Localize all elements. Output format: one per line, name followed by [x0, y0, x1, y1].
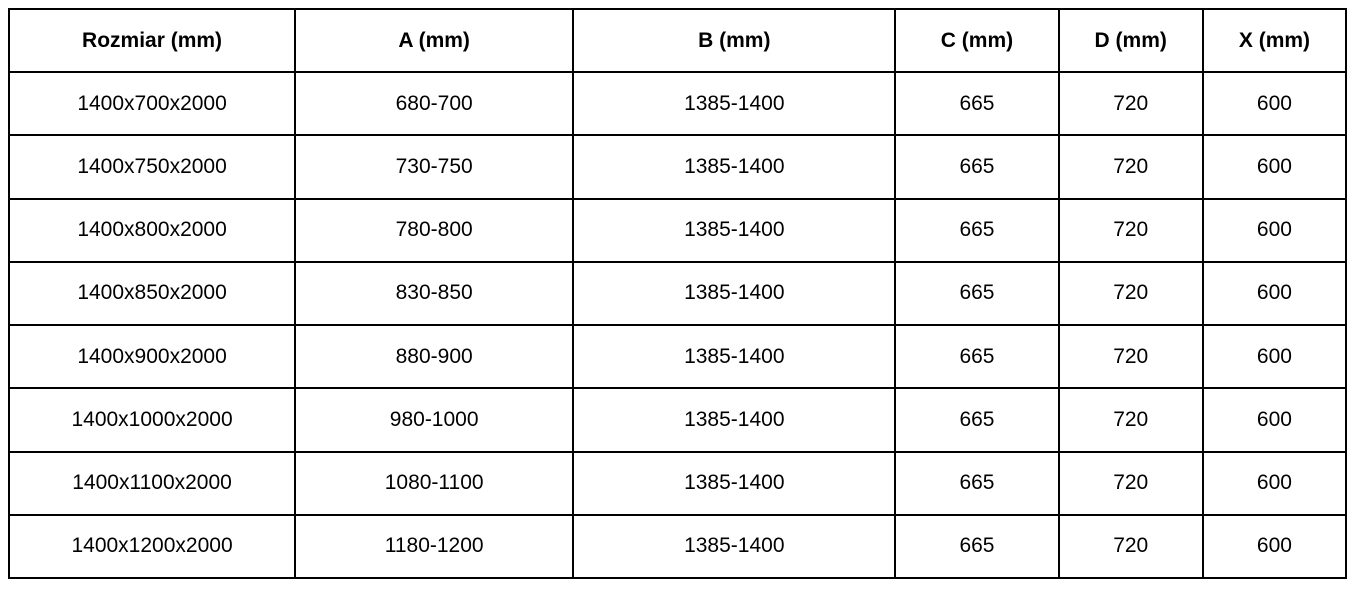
- table-cell: 780-800: [295, 199, 573, 262]
- header-cell: B (mm): [573, 9, 895, 72]
- size-specification-table: [8, 8, 1347, 579]
- table-cell: 1400x1000x2000: [9, 388, 295, 451]
- table-cell: 1400x850x2000: [9, 262, 295, 325]
- table-row: [9, 135, 1346, 198]
- table-row: [9, 325, 1346, 388]
- table-cell: 665: [895, 452, 1058, 515]
- table-cell: 600: [1203, 452, 1346, 515]
- table-cell: 1385-1400: [573, 325, 895, 388]
- table-cell: 720: [1059, 515, 1203, 578]
- table-cell: 720: [1059, 388, 1203, 451]
- table-cell: 1080-1100: [295, 452, 573, 515]
- table-cell: 720: [1059, 325, 1203, 388]
- header-row: [9, 9, 1346, 72]
- table-cell: 665: [895, 199, 1058, 262]
- table-cell: 665: [895, 325, 1058, 388]
- table-cell: 1400x1200x2000: [9, 515, 295, 578]
- table-cell: 1400x900x2000: [9, 325, 295, 388]
- header-cell: C (mm): [895, 9, 1058, 72]
- table-cell: 665: [895, 262, 1058, 325]
- table-cell: 880-900: [295, 325, 573, 388]
- table-cell: 600: [1203, 199, 1346, 262]
- table-row: [9, 388, 1346, 451]
- table-cell: 830-850: [295, 262, 573, 325]
- table-row: [9, 452, 1346, 515]
- header-cell: A (mm): [295, 9, 573, 72]
- table-row: [9, 262, 1346, 325]
- table-cell: 1400x700x2000: [9, 72, 295, 135]
- table-cell: 600: [1203, 135, 1346, 198]
- table-cell: 1400x750x2000: [9, 135, 295, 198]
- table-cell: 720: [1059, 72, 1203, 135]
- table-cell: 1180-1200: [295, 515, 573, 578]
- table-cell: 600: [1203, 72, 1346, 135]
- table-cell: 720: [1059, 135, 1203, 198]
- table-cell: 600: [1203, 325, 1346, 388]
- table-cell: 665: [895, 72, 1058, 135]
- table-cell: 600: [1203, 388, 1346, 451]
- table-row: [9, 72, 1346, 135]
- table-cell: 1400x800x2000: [9, 199, 295, 262]
- table-cell: 720: [1059, 452, 1203, 515]
- header-cell: Rozmiar (mm): [9, 9, 295, 72]
- table-cell: 1385-1400: [573, 452, 895, 515]
- table-cell: 665: [895, 515, 1058, 578]
- table-cell: 980-1000: [295, 388, 573, 451]
- table-cell: 1385-1400: [573, 262, 895, 325]
- table-cell: 1385-1400: [573, 135, 895, 198]
- table-cell: 600: [1203, 262, 1346, 325]
- table-cell: 600: [1203, 515, 1346, 578]
- header-cell: X (mm): [1203, 9, 1346, 72]
- table-cell: 730-750: [295, 135, 573, 198]
- table-cell: 1385-1400: [573, 72, 895, 135]
- table-cell: 680-700: [295, 72, 573, 135]
- table-cell: 720: [1059, 199, 1203, 262]
- table-cell: 1385-1400: [573, 199, 895, 262]
- table-cell: 665: [895, 135, 1058, 198]
- table-cell: 665: [895, 388, 1058, 451]
- table-row: [9, 515, 1346, 578]
- table-cell: 1385-1400: [573, 515, 895, 578]
- table-cell: 1385-1400: [573, 388, 895, 451]
- header-cell: D (mm): [1059, 9, 1203, 72]
- table-cell: 720: [1059, 262, 1203, 325]
- table-cell: 1400x1100x2000: [9, 452, 295, 515]
- table-row: [9, 199, 1346, 262]
